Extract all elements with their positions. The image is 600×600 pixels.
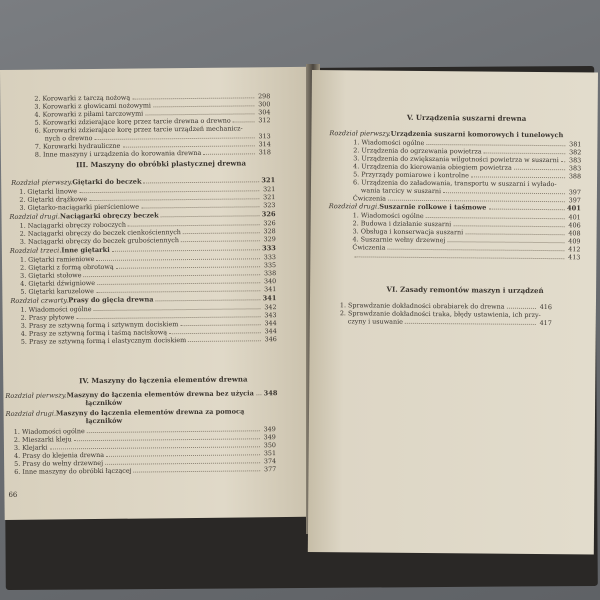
entry-page-number: 406 xyxy=(568,221,581,230)
leader-dots xyxy=(153,101,254,107)
leader-dots xyxy=(169,328,261,334)
entry-page-number: 351 xyxy=(263,449,277,458)
entry-title: 1. Wiadomości ogólne xyxy=(13,427,85,436)
entry-title: 3. Korowarki z głowicami nożowymi xyxy=(34,101,151,111)
entry-title: 1. Giętarki ramieniowe xyxy=(19,255,95,264)
leader-dots xyxy=(514,165,565,170)
entry-page-number: 412 xyxy=(568,245,581,254)
leader-dots xyxy=(112,245,260,252)
leader-dots xyxy=(388,196,565,203)
entry-page-number: 313 xyxy=(258,132,271,141)
entry-page-number: 344 xyxy=(264,327,277,336)
entry-page-number: 388 xyxy=(568,172,582,181)
chapter-title: Suszarnie rolkowe i taśmowe xyxy=(379,202,487,212)
entry-page-number: 397 xyxy=(568,196,581,205)
entry-title: 4. Giętarki dźwigniowe xyxy=(20,279,96,288)
leader-dots xyxy=(134,466,261,472)
leader-dots xyxy=(122,141,255,147)
entry-page-number: 382 xyxy=(569,148,582,157)
chapter-label: Rozdział pierwszy. xyxy=(11,178,73,187)
leader-dots xyxy=(465,229,564,235)
leader-dots xyxy=(561,157,565,162)
entry-title: 6. Urządzenia do załadowania, transportu w suszarni i wyłado- xyxy=(352,178,557,189)
entry-page-number: 335 xyxy=(263,261,277,270)
leader-dots xyxy=(74,434,260,441)
entry-title: 2. Mieszarki kleju xyxy=(13,435,72,444)
leader-dots xyxy=(143,177,259,183)
leader-dots xyxy=(453,221,565,227)
leader-dots xyxy=(203,149,255,155)
entry-title: 2. Giętarki z formą obrotową xyxy=(20,262,114,272)
leader-dots xyxy=(426,213,565,219)
leader-dots xyxy=(79,186,259,193)
chapter-page-number: 341 xyxy=(262,294,277,303)
entry-page-number: 328 xyxy=(263,227,276,236)
chapter-title: Giętarki do beczek xyxy=(72,177,142,187)
entry-page-number: 374 xyxy=(263,457,277,466)
entry-title: 2. Prasy płytowe xyxy=(20,313,75,322)
entry-page-number: 338 xyxy=(263,269,277,278)
entry-page-number: 383 xyxy=(568,164,582,173)
leader-dots xyxy=(471,172,565,178)
leader-dots xyxy=(233,117,255,122)
toc-entry xyxy=(348,318,552,327)
leader-dots xyxy=(180,320,260,326)
chapter-title: Prasy do gięcia drewna xyxy=(68,295,154,305)
entry-title: 2. Sprawdzanie dokładności traka, błędy ustawienia, ich przy- xyxy=(339,309,541,320)
entry-title: 2. Urządzenia do ogrzewania powietrza xyxy=(353,146,482,156)
entry-title: 4. Urządzenia do kierowania obiegiem powietrza xyxy=(353,162,512,172)
entry-page-number: 314 xyxy=(258,140,271,149)
leader-dots xyxy=(256,390,262,395)
entry-page-number: 312 xyxy=(258,116,271,125)
chapter-label: Rozdział czwarty. xyxy=(10,296,69,305)
entry-page-number: 401 xyxy=(568,213,581,222)
entry-title: 4. Korowarki z piłami tarczowymi xyxy=(34,109,144,119)
chapter-title: Maszyny do łączenia elementów drewna za pomocą xyxy=(55,407,245,418)
leader-dots xyxy=(141,202,259,208)
entry-title: 5. Przyrządy pomiarowe i kontrolne xyxy=(353,170,469,180)
entry-title: nych o drewno xyxy=(44,134,93,143)
leader-dots xyxy=(183,228,260,234)
leader-dots xyxy=(94,133,254,140)
toc-entry xyxy=(14,466,276,476)
entry-title: 3. Giętarki stołowe xyxy=(20,271,82,280)
entry-page-number: 409 xyxy=(568,237,581,246)
entry-page-number: 416 xyxy=(539,302,552,312)
chapter-title-continued: łączników xyxy=(85,398,123,408)
entry-title: Ćwiczenia xyxy=(352,243,386,252)
chapter-page-number: 321 xyxy=(261,176,276,185)
entry-page-number: 397 xyxy=(568,188,581,197)
page-number-left: 66 xyxy=(8,490,18,499)
section-5-title: V. Urządzenia suszarni drewna xyxy=(406,112,527,123)
toc-entry xyxy=(352,252,580,262)
left-page xyxy=(0,67,319,520)
entry-title: 3. Obsługa i konserwacja suszarni xyxy=(352,227,464,237)
chapter-title: Inne giętarki xyxy=(61,245,110,255)
chapter-heading-cont xyxy=(86,416,278,426)
leader-dots xyxy=(76,312,260,319)
section-3-title: III. Maszyny do obróbki plastycznej drewna xyxy=(75,158,247,170)
leader-dots xyxy=(488,205,564,211)
toc-entry xyxy=(21,336,277,346)
entry-title: 1. Wiadomości ogólne xyxy=(353,138,425,147)
chapter-label: Rozdział pierwszy. xyxy=(329,129,391,138)
entry-title: 4. Suszarnie wełny drzewnej xyxy=(352,235,446,245)
entry-title: 3. Giętarko-naciągarki pierścieniowe xyxy=(19,202,140,212)
chapter-label: Rozdział drugi. xyxy=(5,409,57,418)
leader-dots xyxy=(388,245,565,252)
entry-page-number: 323 xyxy=(263,201,276,210)
entry-title: wania tarcicy w suszarni xyxy=(360,186,442,196)
chapter-page-number: 401 xyxy=(567,204,581,213)
leader-dots xyxy=(161,211,260,217)
entry-page-number: 343 xyxy=(264,311,277,320)
entry-page-number: 342 xyxy=(264,303,277,312)
entry-page-number: 341 xyxy=(264,285,277,294)
section-6-title: VI. Zasady remontów maszyn i urządzeń xyxy=(386,284,544,296)
entry-page-number: 300 xyxy=(258,100,271,109)
entry-title: 3. Naciągarki obręczy do beczek grubościennych xyxy=(19,236,179,246)
leader-dots xyxy=(49,442,260,449)
entry-page-number: 321 xyxy=(263,193,276,202)
chapter-label: Rozdział pierwszy. xyxy=(5,391,67,400)
entry-title: 3. Prasy ze sztywną formą i sztywnym dociskiem xyxy=(20,320,179,330)
entry-title: 1. Naciągarki obręczy roboczych xyxy=(19,220,126,230)
entry-page-number: 321 xyxy=(263,185,276,194)
entry-title: 2. Budowa i działanie suszarni xyxy=(352,219,452,229)
entry-page-number: 377 xyxy=(263,465,277,474)
entry-title: 6. Korowarki zdzierające korę przez tarcie urządzeń mechanicz- xyxy=(34,124,243,135)
entry-title: Ćwiczenia xyxy=(352,194,387,203)
chapter-title: Maszyny do łączenia elementów drewna bez użycia xyxy=(66,389,254,400)
entry-title: 7. Korowarki hydrauliczne xyxy=(34,141,121,151)
entry-title: 3. Klejarki xyxy=(13,443,48,452)
leader-dots xyxy=(181,236,260,242)
entry-page-number: 381 xyxy=(569,140,582,149)
leader-dots xyxy=(145,109,254,115)
entry-title: 1. Wiadomości ogólne xyxy=(352,211,424,220)
leader-dots xyxy=(447,237,564,243)
chapter-page-number: 326 xyxy=(261,210,276,219)
entry-page-number: 326 xyxy=(263,219,276,228)
leader-dots xyxy=(128,220,260,226)
leader-dots xyxy=(96,286,260,293)
entry-page-number: 304 xyxy=(258,108,271,117)
entry-title: 1. Sprawdzanie dokładności obrabiarek do drewna xyxy=(339,301,505,311)
chapter-label: Rozdział drugi. xyxy=(9,212,61,221)
leader-dots xyxy=(484,149,566,155)
section-4-title: IV. Maszyny do łączenia elementów drewna xyxy=(78,374,248,386)
leader-dots xyxy=(97,278,260,285)
entry-page-number: 344 xyxy=(264,319,277,328)
chapter-page-number: 333 xyxy=(262,244,276,253)
chapter-title: Naciągarki obręczy beczek xyxy=(59,211,159,221)
entry-title: czyny i usuwanie xyxy=(347,317,403,326)
entry-title: 5. Giętarki karuzelowe xyxy=(20,287,94,296)
entry-title: 6. Inne maszyny do obróbki łączącej xyxy=(14,466,132,476)
chapter-title: Urządzenia suszarni komorowych i tunelowych xyxy=(390,129,564,140)
leader-dots xyxy=(156,295,261,301)
entry-title: 5. Korowarki zdzierające korę przez tarcie drewna o drewno xyxy=(34,116,231,127)
entry-title: 3. Urządzenia do zwiększania wilgotności powietrza w suszarni xyxy=(353,154,559,165)
entry-page-number: 340 xyxy=(263,277,277,286)
entry-page-number: 349 xyxy=(263,425,276,434)
entry-page-number: 408 xyxy=(568,229,581,238)
leader-dots xyxy=(426,140,565,146)
leader-dots xyxy=(116,262,260,269)
leader-dots xyxy=(354,252,564,259)
entry-title: 2. Naciągarki obręczy do beczek cienkościennych xyxy=(19,228,181,238)
entry-page-number: 349 xyxy=(263,433,276,442)
right-page xyxy=(308,70,598,554)
entry-page-number: 413 xyxy=(568,253,581,262)
leader-dots xyxy=(443,188,565,194)
entry-title: 8. Inne maszyny i urządzenia do korowania drewna xyxy=(34,148,202,159)
leader-dots xyxy=(106,450,260,457)
leader-dots xyxy=(188,336,261,342)
entry-title: 5. Prasy ze sztywną formą i elastycznym dociskiem xyxy=(20,336,187,346)
chapter-label: Rozdział drugi. xyxy=(328,202,380,211)
leader-dots xyxy=(507,304,536,309)
entry-page-number: 333 xyxy=(263,253,277,262)
entry-page-number: 350 xyxy=(263,441,276,450)
entry-page-number: 417 xyxy=(539,318,552,328)
chapter-page-number: 348 xyxy=(263,389,278,398)
chapter-heading-cont xyxy=(85,398,277,408)
leader-dots xyxy=(405,319,536,325)
entry-title: 1. Wiadomości ogólne xyxy=(20,305,92,314)
leader-dots xyxy=(96,254,260,261)
entry-page-number: 318 xyxy=(258,148,271,157)
entry-page-number: 298 xyxy=(258,92,271,101)
entry-title: 1. Giętarki linowe xyxy=(19,187,78,196)
leader-dots xyxy=(93,304,260,311)
entry-title: 5. Prasy do wełny drzewnej xyxy=(14,458,104,468)
leader-dots xyxy=(87,426,260,433)
leader-dots xyxy=(89,194,259,201)
entry-title: 4. Prasy ze sztywną formą i taśmą naciskową xyxy=(20,328,168,338)
entry-title: 2. Giętarki drążkowe xyxy=(19,195,88,204)
leader-dots xyxy=(132,93,254,99)
entry-page-number: 346 xyxy=(264,335,277,344)
leader-dots xyxy=(105,458,260,465)
chapter-label: Rozdział trzeci. xyxy=(9,246,62,255)
entry-title: 4. Prasy do klejenia drewna xyxy=(13,450,105,460)
chapter-title-continued: łączników xyxy=(85,416,123,426)
entry-page-number: 329 xyxy=(263,235,276,244)
leader-dots xyxy=(83,270,260,277)
entry-page-number: 383 xyxy=(568,156,582,165)
entry-title: 2. Korowarki z tarczą nożową xyxy=(34,93,131,103)
